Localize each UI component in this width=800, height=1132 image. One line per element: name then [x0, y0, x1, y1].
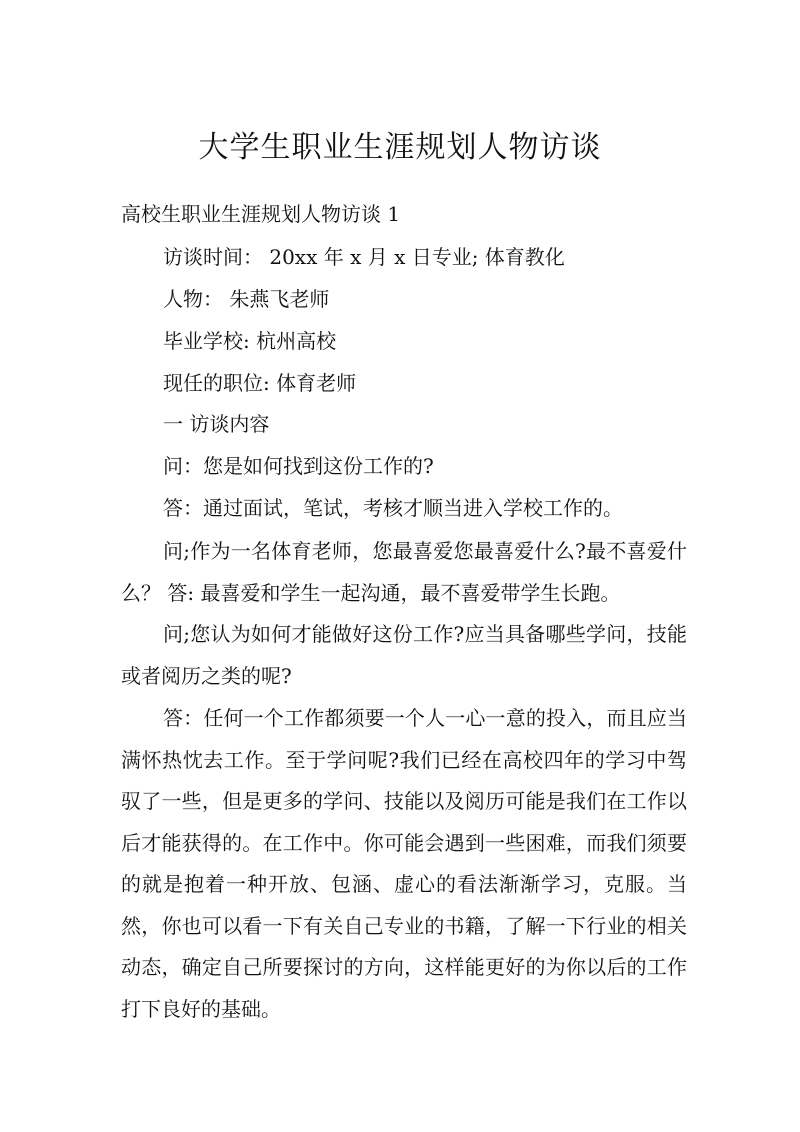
- document-title: 大学生职业生涯规划人物访谈: [198, 130, 602, 165]
- question-1: 问：您是如何找到这份工作的?: [163, 454, 434, 478]
- content-heading: 一 访谈内容: [163, 412, 270, 436]
- graduated-school: 毕业学校: 杭州高校: [163, 329, 337, 353]
- question-3-paragraph: 问;您认为如何才能做好这份工作?应当具备哪些学问，技能或者阅历之类的呢?: [121, 622, 687, 688]
- question-2-paragraph: 问;作为一名体育老师，您最喜爱您最喜爱什么?最不喜爱什么？ 答: 最喜爱和学生一起沟通，最不喜爱带学生长跑。: [121, 539, 687, 605]
- section-heading: 高校生职业生涯规划人物访谈 1: [121, 202, 401, 226]
- current-position: 现任的职位: 体育老师: [163, 371, 357, 395]
- answer-1: 答：通过面试，笔试，考核才顺当进入学校工作的。: [163, 496, 623, 520]
- answer-3-paragraph: 答：任何一个工作都须要一个人一心一意的投入，而且应当满怀热忱去工作。至于学问呢?我们已经在高校四年的学习中驾驭了一些，但是更多的学问、技能以及阅历可能是我们在工作以后才能获得的。在工作中。你可能会遇到一些困难，而我们须要的就是抱着一种开放、包涵、虚心的看法渐渐学习，克服。当然，你也可以看一下有关自己专业的书籍，了解一下行业的相关动态，确定自己所要探讨的方向，这样能更好的为你以后的工作打下良好的基础。: [121, 706, 687, 1021]
- interview-time: 访谈时间： 20xx 年 x 月 x 日专业; 体育教化: [163, 245, 565, 269]
- interviewee: 人物： 朱燕飞老师: [163, 287, 330, 311]
